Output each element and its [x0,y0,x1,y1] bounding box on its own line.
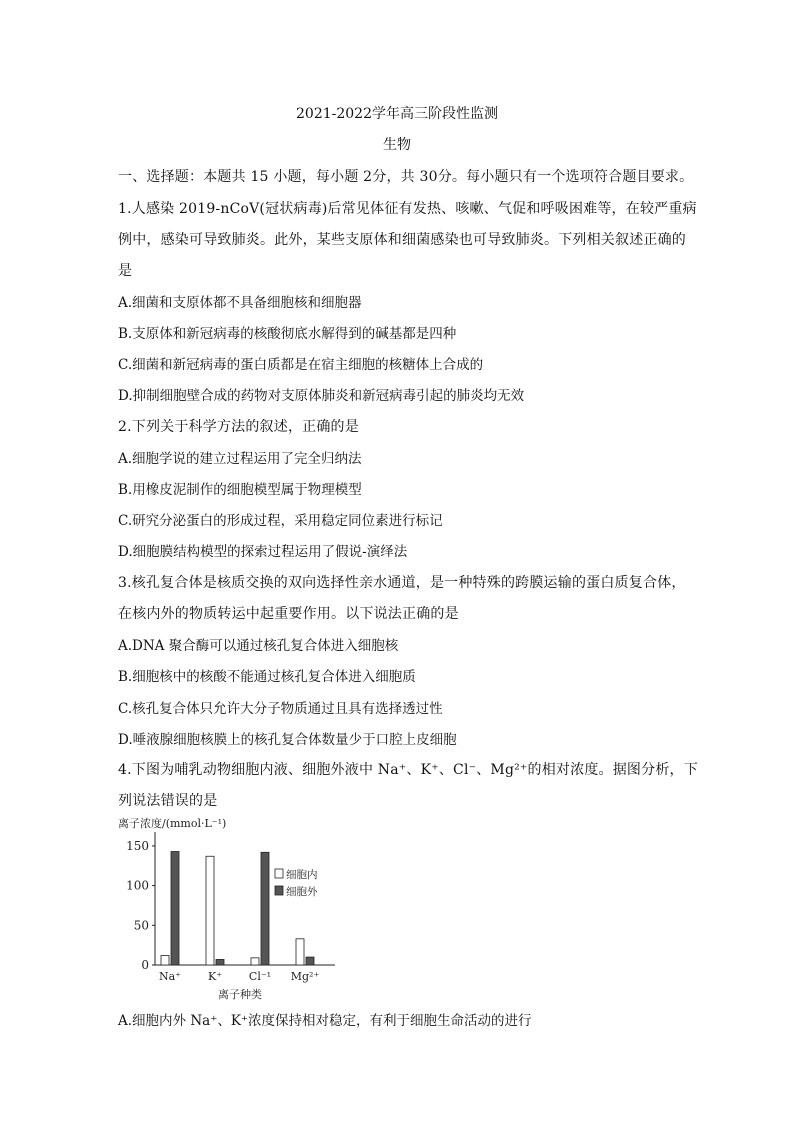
y-tick-label: 0 [141,958,149,972]
bar-extracellular [306,957,314,965]
q4-stem-line-1: 4.下图为哺乳动物细胞内液、细胞外液中 Na⁺、K⁺、Cl⁻、Mg²⁺的相对浓度。据图分析，下 [118,762,698,778]
q2-option-c: C.研究分泌蛋白的形成过程，采用稳定同位素进行标记 [118,513,443,529]
legend-swatch [275,869,283,878]
q1-stem-line-1: 1.人感染 2019-nCoV(冠状病毒)后常见体征有发热、咳嗽、气促和呼吸困难等，在较严重病 [118,201,697,217]
legend-swatch [275,886,283,895]
q3-option-b: B.细胞核中的核酸不能通过核孔复合体进入细胞质 [118,669,416,685]
q3-option-a: A.DNA 聚合酶可以通过核孔复合体进入细胞核 [118,638,399,654]
q3-stem-line-2: 在核内外的物质转运中起重要作用。以下说法正确的是 [118,606,459,622]
x-tick-label: K⁺ [207,970,223,983]
q4-stem-line-2: 列说法错误的是 [118,793,218,809]
legend-label: 细胞外 [286,886,318,898]
bar-intracellular [296,939,304,965]
q1-option-d: D.抑制细胞壁合成的药物对支原体肺炎和新冠病毒引起的肺炎均无效 [118,388,525,404]
x-tick-label: Mg²⁺ [290,970,320,983]
bar-extracellular [216,959,224,965]
y-axis-label: 离子浓度/(mmol·L⁻¹) [118,817,227,830]
bar-extracellular [171,851,179,965]
q1-option-c: C.细菌和新冠病毒的蛋白质都是在宿主细胞的核糖体上合成的 [118,357,484,373]
q4-option-a: A.细胞内外 Na⁺、K⁺浓度保持相对稳定，有利于细胞生命活动的进行 [118,1013,532,1029]
bar-intracellular [251,958,259,965]
bar-extracellular [261,852,269,965]
q1-option-a: A.细菌和支原体都不具备细胞核和细胞器 [118,295,362,311]
q2-option-b: B.用橡皮泥制作的细胞模型属于物理模型 [118,482,362,498]
q3-option-d: D.唾液腺细胞核膜上的核孔复合体数量少于口腔上皮细胞 [118,732,457,748]
q1-stem-line-2: 例中，感染可导致肺炎。此外，某些支原体和细菌感染也可导致肺炎。下列相关叙述正确的 [118,232,686,248]
q3-option-c: C.核孔复合体只允许大分子物质通过且具有选择透过性 [118,701,443,717]
exam-title: 2021-2022学年高三阶段性监测 [296,106,498,122]
q1-stem-line-3: 是 [118,263,133,279]
legend-label: 细胞内 [286,869,318,881]
subject-title: 生物 [383,137,411,153]
y-tick-label: 100 [126,878,149,893]
q2-option-d: D.细胞膜结构模型的探索过程运用了假说-演绎法 [118,544,408,560]
section-heading: 一、选择题：本题共 15 小题，每小题 2分，共 30分。每小题只有一个选项符合题目要求。 [118,169,694,185]
x-axis-label: 离子种类 [218,988,262,1001]
q3-stem-line-1: 3.核孔复合体是核质交换的双向选择性亲水通道，是一种特殊的跨膜运输的蛋白质复合体， [118,575,686,591]
y-tick-label: 150 [126,838,149,853]
q2-stem-line-1: 2.下列关于科学方法的叙述，正确的是 [118,419,359,435]
x-tick-label: Cl⁻¹ [248,970,272,983]
y-tick-label: 50 [133,918,149,933]
ion-concentration-chart [110,812,350,1004]
bar-intracellular [206,856,214,965]
bar-intracellular [161,955,169,965]
q2-option-a: A.细胞学说的建立过程运用了完全归纳法 [118,451,362,467]
q1-option-b: B.支原体和新冠病毒的核酸彻底水解得到的碱基都是四种 [118,326,457,342]
x-tick-label: Na⁺ [159,970,181,983]
